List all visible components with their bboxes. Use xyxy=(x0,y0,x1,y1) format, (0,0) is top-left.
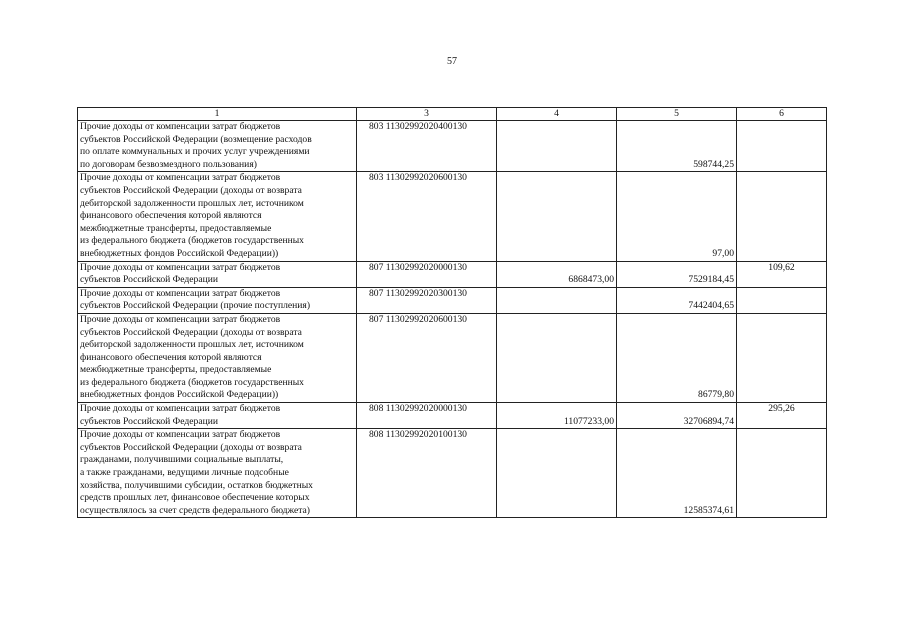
column-6-percent-cell xyxy=(737,121,827,172)
column-header-6: 6 xyxy=(737,108,827,121)
description-line: внебюджетных фондов Российской Федерации)) xyxy=(80,247,279,259)
description-line: хозяйства, получившими субсидии, остатков бюджетных xyxy=(80,479,313,491)
budget-code-cell: 808 11302992020000130 xyxy=(357,403,497,429)
column-4-amount-cell: 11077233,00 xyxy=(497,403,617,429)
budget-code-cell: 803 11302992020400130 xyxy=(357,121,497,172)
budget-code-cell: 803 11302992020600130 xyxy=(357,172,497,261)
description-cell xyxy=(78,261,357,287)
description-line: средств прошлых лет, финансовое обеспечение которых xyxy=(80,492,310,504)
column-6-percent-cell xyxy=(737,313,827,402)
column-6-percent-cell: 295,26 xyxy=(737,403,827,429)
description-cell xyxy=(78,313,357,402)
description-line: субъектов Российской Федерации (доходы от возврата xyxy=(80,441,302,453)
page-number: 57 xyxy=(447,56,457,67)
description-cell xyxy=(78,287,357,313)
description-line: межбюджетные трансферты, предоставляемые xyxy=(80,222,272,234)
table-row xyxy=(78,313,827,402)
description-line: Прочие доходы от компенсации затрат бюджетов xyxy=(80,172,281,184)
description-cell xyxy=(78,429,357,518)
column-5-amount-cell: 97,00 xyxy=(617,172,737,261)
budget-code-cell: 807 11302992020300130 xyxy=(357,287,497,313)
description-line: по оплате коммунальных и прочих услуг учреждениями xyxy=(80,146,310,158)
column-5-amount-cell: 598744,25 xyxy=(617,121,737,172)
table-row xyxy=(78,429,827,518)
description-cell xyxy=(78,172,357,261)
description-line: Прочие доходы от компенсации затрат бюджетов xyxy=(80,403,281,415)
column-5-amount-cell: 7529184,45 xyxy=(617,261,737,287)
description-line: финансового обеспечения которой являются xyxy=(80,210,262,222)
revenue-table xyxy=(77,107,827,518)
column-header-1: 1 xyxy=(78,108,357,121)
description-line: осуществлялось за счет средств федерального бюджета) xyxy=(80,504,310,516)
description-line: Прочие доходы от компенсации затрат бюджетов xyxy=(80,429,281,441)
description-line: по договорам безвозмездного пользования) xyxy=(80,158,257,170)
table-header-row xyxy=(78,108,827,121)
description-line: финансового обеспечения которой являются xyxy=(80,351,262,363)
budget-code-cell: 807 11302992020000130 xyxy=(357,261,497,287)
column-4-amount-cell xyxy=(497,172,617,261)
table-row xyxy=(78,261,827,287)
description-line: Прочие доходы от компенсации затрат бюджетов xyxy=(80,261,281,273)
description-line: а также гражданами, ведущими личные подсобные xyxy=(80,467,289,479)
description-cell xyxy=(78,403,357,429)
column-4-amount-cell xyxy=(497,121,617,172)
column-header-4: 4 xyxy=(497,108,617,121)
description-line: Прочие доходы от компенсации затрат бюджетов xyxy=(80,313,281,325)
table-row xyxy=(78,403,827,429)
table-row xyxy=(78,287,827,313)
column-4-amount-cell: 6868473,00 xyxy=(497,261,617,287)
table-row xyxy=(78,121,827,172)
description-line: дебиторской задолженности прошлых лет, источником xyxy=(80,339,304,351)
budget-code-cell: 807 11302992020600130 xyxy=(357,313,497,402)
description-line: Прочие доходы от компенсации затрат бюджетов xyxy=(80,287,281,299)
description-line: субъектов Российской Федерации (прочие поступления) xyxy=(80,300,311,312)
description-line: субъектов Российской Федерации xyxy=(80,415,218,427)
description-line: субъектов Российской Федерации (возмещение расходов xyxy=(80,133,312,145)
column-4-amount-cell xyxy=(497,287,617,313)
column-4-amount-cell xyxy=(497,429,617,518)
description-line: из федерального бюджета (бюджетов государственных xyxy=(80,235,304,247)
column-5-amount-cell: 86779,80 xyxy=(617,313,737,402)
description-line: дебиторской задолженности прошлых лет, источником xyxy=(80,197,304,209)
description-cell xyxy=(78,121,357,172)
description-line: субъектов Российской Федерации (доходы от возврата xyxy=(80,184,302,196)
column-header-5: 5 xyxy=(617,108,737,121)
column-5-amount-cell: 32706894,74 xyxy=(617,403,737,429)
column-6-percent-cell xyxy=(737,287,827,313)
column-5-amount-cell: 7442404,65 xyxy=(617,287,737,313)
column-4-amount-cell xyxy=(497,313,617,402)
description-line: межбюджетные трансферты, предоставляемые xyxy=(80,364,272,376)
description-line: Прочие доходы от компенсации затрат бюджетов xyxy=(80,121,281,132)
column-6-percent-cell xyxy=(737,172,827,261)
column-6-percent-cell xyxy=(737,429,827,518)
budget-code-cell: 808 11302992020100130 xyxy=(357,429,497,518)
table-row xyxy=(78,172,827,261)
column-header-3: 3 xyxy=(357,108,497,121)
description-line: из федерального бюджета (бюджетов государственных xyxy=(80,376,304,388)
description-line: субъектов Российской Федерации xyxy=(80,274,218,286)
description-line: внебюджетных фондов Российской Федерации)) xyxy=(80,389,279,401)
column-6-percent-cell: 109,62 xyxy=(737,261,827,287)
description-line: субъектов Российской Федерации (доходы от возврата xyxy=(80,326,302,338)
column-5-amount-cell: 12585374,61 xyxy=(617,429,737,518)
description-line: гражданами, получившими социальные выплаты, xyxy=(80,454,284,466)
